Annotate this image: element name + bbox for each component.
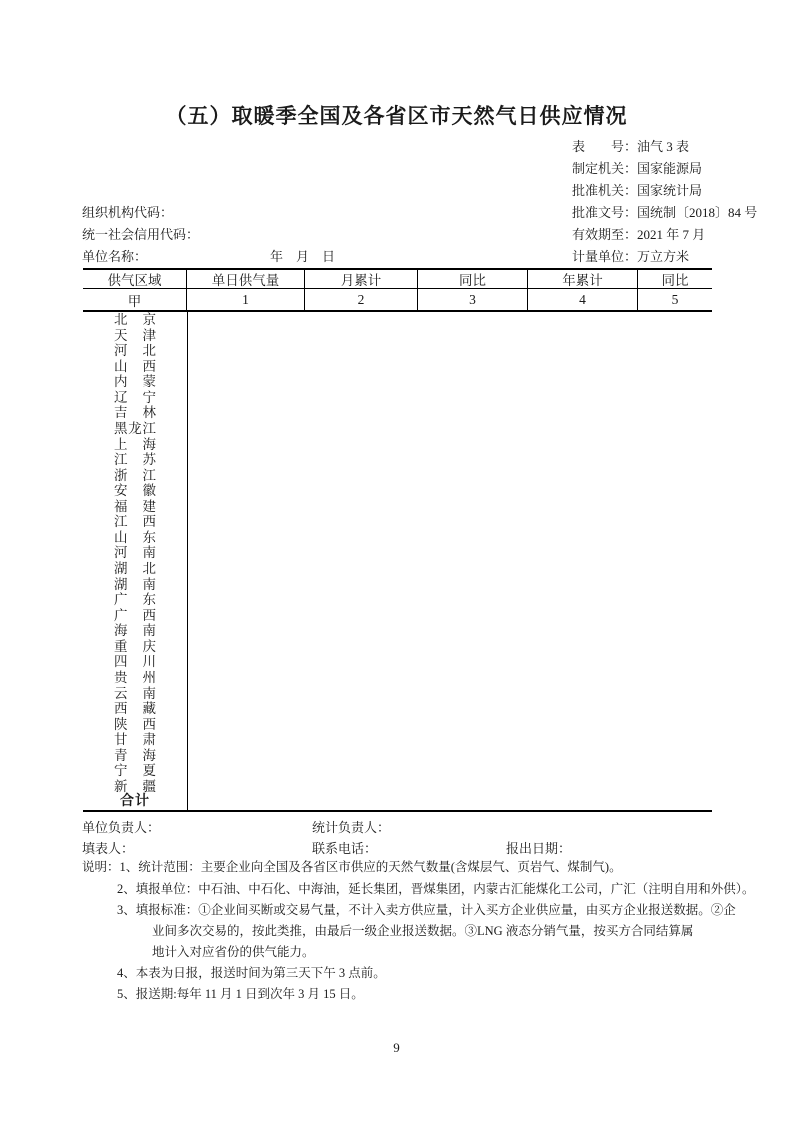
issuing-agency-label: 制定机关：国家能源局: [572, 161, 703, 176]
code-cell-2: 2: [305, 289, 418, 310]
region-row: [83, 530, 187, 546]
region-name: 江西: [114, 514, 156, 530]
date-placeholder: 年 月 日: [270, 249, 336, 264]
region-row: [83, 577, 187, 593]
region-row: [83, 654, 187, 670]
region-name: 宁夏: [114, 763, 156, 779]
region-row: [83, 359, 187, 375]
region-row: [83, 701, 187, 717]
total-label: 合计: [120, 794, 150, 810]
region-row: [83, 421, 187, 437]
region-row: [83, 452, 187, 468]
region-name: 新疆: [114, 778, 156, 794]
region-name: 广西: [114, 607, 156, 623]
region-row: [83, 483, 187, 499]
note-line-2: 2、填报单位：中石油、中石化、中海油，延长集团，晋煤集团，内蒙古汇能煤化工公司，广汇（注明自用和外供）。: [117, 882, 755, 896]
region-name: 云南: [114, 685, 156, 701]
table-bottom-border: [83, 810, 712, 812]
region-name: 河北: [114, 343, 156, 359]
region-row: [83, 717, 187, 733]
gas-supply-table: [83, 268, 712, 812]
region-name: 天津: [114, 327, 156, 343]
region-row: [83, 686, 187, 702]
valid-until-label: 有效期至：2021 年 7 月: [572, 227, 706, 242]
region-name: 浙江: [114, 467, 156, 483]
region-name: 山西: [114, 358, 156, 374]
region-row: [83, 779, 187, 795]
note-line-5: 地计入对应省份的供气能力。: [152, 945, 315, 959]
code-cell-5: 5: [671, 291, 679, 307]
credit-code-field: 统一社会信用代码：: [82, 227, 200, 242]
region-row: [83, 343, 187, 359]
region-name: 湖北: [114, 561, 156, 577]
region-row: [83, 312, 187, 328]
note-line-4: 业间多次交易的，按此类推，由最后一级企业报送数据。③LNG 液态分销气量，按买方合同结算属: [152, 924, 694, 938]
region-name: 山东: [114, 529, 156, 545]
region-row: [83, 623, 187, 639]
page-number: 9: [393, 1040, 400, 1055]
region-name: 重庆: [114, 638, 156, 654]
region-row: [83, 670, 187, 686]
table-header-row: [83, 270, 712, 288]
region-name: 湖南: [114, 576, 156, 592]
stats-head-label: 统计负责人：: [312, 820, 391, 835]
region-row: [83, 561, 187, 577]
header-yoy-year: 同比: [661, 273, 689, 288]
report-date-label: 报出日期：: [506, 841, 572, 856]
org-code-field: 组织机构代码：: [82, 205, 174, 220]
region-name: 广东: [114, 592, 156, 608]
measure-unit-label: 计量单位：万立方米: [572, 249, 690, 264]
region-row: [83, 328, 187, 344]
unit-name-field: [82, 246, 793, 268]
note-line-6: 4、本表为日报，报送时间为第三天下午 3 点前。: [117, 966, 386, 980]
region-list: [83, 312, 187, 810]
region-row: [83, 405, 187, 421]
region-row: [83, 374, 187, 390]
region-row: [83, 592, 187, 608]
region-name: 青海: [114, 747, 156, 763]
region-name: 内蒙: [114, 374, 156, 390]
note-line-7: 5、报送期:每年 11 月 1 日到次年 3 月 15 日。: [117, 987, 364, 1001]
total-row: [83, 794, 187, 810]
approving-agency-label: 批准机关：国家统计局: [572, 183, 703, 198]
page-title: （五）取暖季全国及各省区市天然气日供应情况: [165, 104, 628, 128]
region-row: [83, 608, 187, 624]
header-daily-supply: 单日供气量: [187, 270, 305, 288]
unit-head-label: 单位负责人：: [82, 820, 161, 835]
region-row: [83, 639, 187, 655]
region-row: [83, 499, 187, 515]
region-name: 北京: [114, 312, 156, 328]
region-name: 甘肃: [114, 732, 156, 748]
code-cell-jia: 甲: [83, 289, 187, 310]
region-row: [83, 437, 187, 453]
region-row: [83, 390, 187, 406]
region-row: [83, 514, 187, 530]
code-cell-4: 4: [528, 289, 638, 310]
phone-label: 联系电话：: [312, 841, 378, 856]
code-cell-3: 3: [418, 289, 528, 310]
region-name: 安徽: [114, 483, 156, 499]
table-code-row: [83, 289, 712, 310]
org-fields-block: [82, 202, 793, 268]
unit-name-label: 单位名称：: [82, 249, 148, 264]
region-name: 四川: [114, 654, 156, 670]
region-name: 江苏: [114, 452, 156, 468]
region-name: 上海: [114, 436, 156, 452]
header-year-cumulative: 年累计: [528, 270, 638, 288]
table-body-column-divider: [187, 312, 188, 810]
header-month-cumulative: 月累计: [305, 270, 418, 288]
region-name: 吉林: [114, 405, 156, 421]
approval-doc-number-label: 批准文号：国统制〔2018〕84 号: [572, 205, 758, 220]
region-row: [83, 468, 187, 484]
header-yoy-month: 同比: [418, 270, 528, 288]
region-row: [83, 545, 187, 561]
region-name: 西藏: [114, 701, 156, 717]
region-row: [83, 763, 187, 779]
region-row: [83, 748, 187, 764]
note-line-3: 3、填报标准：①企业间买断或交易气量，不计入卖方供应量，计入买方企业供应量，由买方企业报送数据。②企: [117, 903, 736, 917]
code-cell-1: 1: [187, 289, 305, 310]
region-name: 贵州: [114, 669, 156, 685]
signature-line-2: [82, 838, 572, 857]
region-name: 福建: [114, 498, 156, 514]
region-name: 河南: [114, 545, 156, 561]
note-line-1: 说明：1、统计范围：主要企业向全国及各省区市供应的天然气数量(含煤层气、页岩气、煤制气)。: [82, 860, 622, 874]
region-name: 黑龙江: [114, 420, 156, 436]
preparer-label: 填表人：: [82, 841, 135, 856]
region-name: 海南: [114, 623, 156, 639]
region-row: [83, 732, 187, 748]
header-supply-region: 供气区域: [83, 270, 187, 288]
region-name: 陕西: [114, 716, 156, 732]
region-name: 辽宁: [114, 389, 156, 405]
signature-line-1: [82, 817, 391, 836]
form-number-label: 表 号：油气 3 表: [572, 139, 690, 154]
